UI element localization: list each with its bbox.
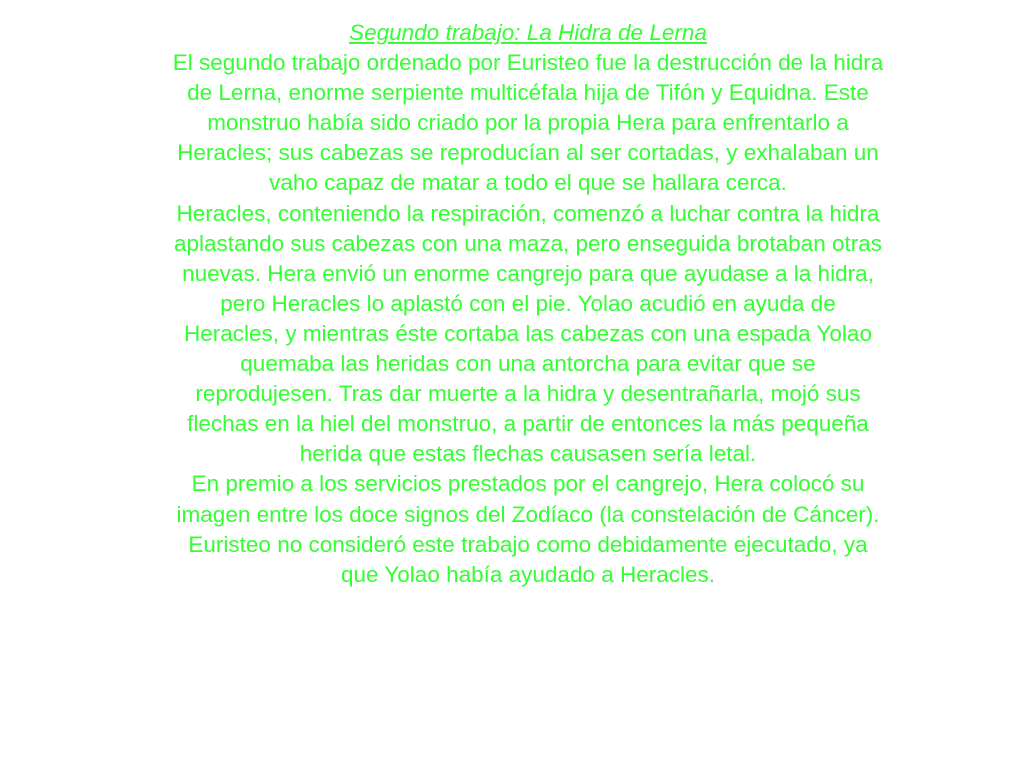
slide-title: Segundo trabajo: La Hidra de Lerna (349, 20, 707, 45)
paragraph-3: En premio a los servicios prestados por el cangrejo, Hera colocó su imagen entre los doce signos del Zodíaco (la constelación de Cáncer). (176, 471, 880, 527)
paragraph-4: Euristeo no consideró este trabajo como debidamente ejecutado, ya que Yolao había ayudado a Heracles. (188, 531, 868, 587)
paragraph-1: El segundo trabajo ordenado por Euristeo fue la destrucción de la hidra de Lerna, enorme serpiente multicéfala hija de Tifón y Equidna. Este monstruo había sido criado por la propia Hera para enfrentarlo a Heracles; sus cabezas se reproducían al ser cortadas, y exhalaban un vaho capaz de matar a todo el que se hallara cerca. (172, 50, 884, 196)
text-block (172, 18, 884, 590)
paragraph-2: Heracles, conteniendo la respiración, comenzó a luchar contra la hidra aplastando sus cabezas con una maza, pero enseguida brotaban otras nuevas. Hera envió un enorme cangrejo para que ayudase a la hidra, pero Heracles lo aplastó con el pie. Yolao acudió en ayuda de Heracles, y mientras éste cortaba las cabezas con una espada Yolao quemaba las heridas con una antorcha para evitar que se reprodujesen. Tras dar muerte a la hidra y desentrañarla, mojó sus flechas en la hiel del monstruo, a partir de entonces la más pequeña herida que estas flechas causasen sería letal. (174, 200, 882, 467)
